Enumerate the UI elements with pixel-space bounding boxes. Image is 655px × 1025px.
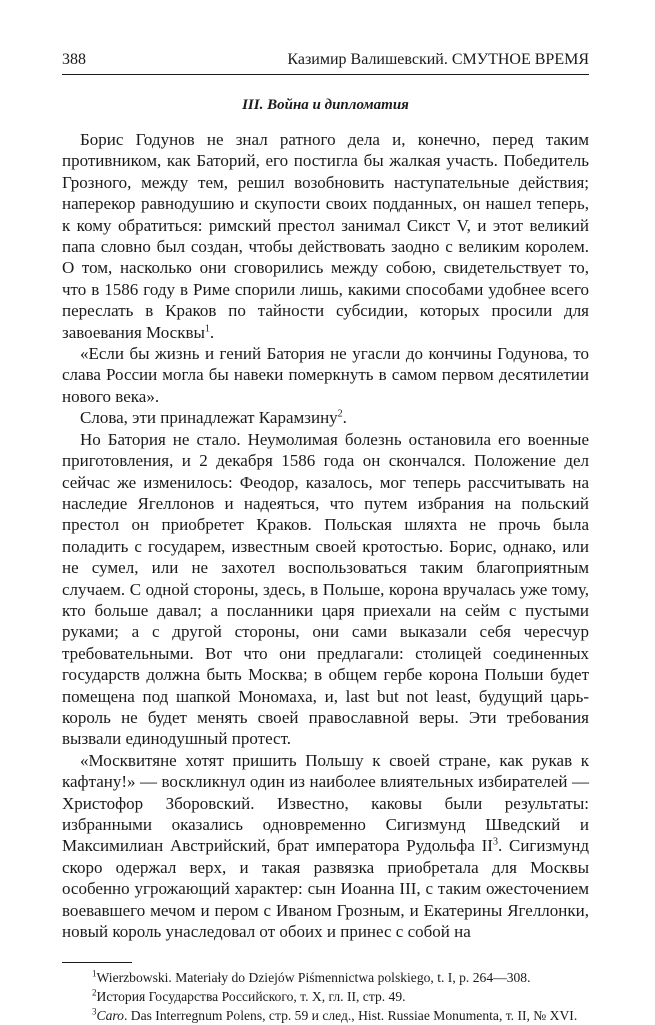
footnote-divider xyxy=(62,962,132,963)
paragraph-tail: . xyxy=(342,408,347,428)
running-head xyxy=(62,50,589,75)
paragraph xyxy=(62,750,589,943)
paragraph-text: «Если бы жизнь и гений Батория не угасли до кончины Годунова, то слава России могла бы навеки померкнуть в самом первом десятилетии нового века». xyxy=(62,344,589,406)
footnote-ref: 3 xyxy=(492,836,498,848)
book-page xyxy=(62,50,589,1025)
section-title: III. Война и дипломатия xyxy=(242,97,409,113)
paragraph xyxy=(62,129,589,343)
paragraph-text: Слова, эти принадлежат Карамзину xyxy=(80,408,338,428)
footnote-ref: 1 xyxy=(204,323,210,334)
running-title: Казимир Валишевский. СМУТНОЕ ВРЕМЯ xyxy=(287,51,589,68)
paragraph-tail: . xyxy=(209,322,215,342)
paragraph xyxy=(62,343,589,407)
footnote-mark: 2 xyxy=(92,987,97,998)
footnote xyxy=(62,1007,589,1025)
footnote-text: Wierzbowski. Materiały do Dziejów Piśmennictwa polskiego, t. I, p. 264—308. xyxy=(96,970,531,986)
footnote-ref: 2 xyxy=(337,408,343,420)
footnote-mark: 1 xyxy=(92,968,97,979)
paragraph xyxy=(62,429,589,750)
paragraph-text: «Москвитяне хотят пришить Польшу к своей стране, как рукав к кафтану!» — воскликнул один из наиболее влиятельных избирателей — Христофор Зборовский. Известно, каковы были результаты: избранными оказались одновременно Сигизмунд Шведский и Максимилиан Австрийский, брат императора Рудольфа II xyxy=(62,750,589,856)
body-text xyxy=(62,129,589,942)
footnote-text: . Das Interregnum Polens, стр. 59 и след., Hist. Russiae Monumenta, т. II, № XVI. xyxy=(123,1007,578,1023)
paragraph-text: Но Батория не стало. Неумолимая болезнь остановила его военные приготовления, и 2 декабря 1586 года он скончался. Положение дел сейчас же изменилось: Феодор, казалось, мог теперь рассчитывать на наследие Ягеллонов и надеяться, что путем избрания на польский престол он приобретет Краков. Польская шляхта не прочь была поладить с государем, известным своей кротостью. Борис, однако, или не сумел, или не захотел воспользоваться таким благоприятным случаем. С одной стороны, здесь, в Польше, корона вручалась уже тому, кто больше давал; а посланники царя приехали на сейм с пустыми руками; а с другой стороны, они сами выказали себя чересчур требовательными. Вот что они предлагали: столицей соединенных государств должна быть Москва; в общем гербе корона Польши будет помещена под шапкой Мономаха, и, last but not least, будущий царь-король не будет менять своей православной веры. Эти требования вызвали единодушный протест. xyxy=(62,429,589,749)
footnotes xyxy=(62,969,589,1025)
page-number: 388 xyxy=(62,51,86,68)
footnote xyxy=(62,969,589,988)
footnote-text: История Государства Российского, т. X, гл. II, стр. 49. xyxy=(96,989,406,1005)
footnote-mark: 3 xyxy=(92,1006,97,1017)
paragraph xyxy=(62,407,589,428)
footnote xyxy=(62,988,589,1007)
paragraph-tail: . Сигизмунд скоро одержал верх, и такая развязка приобретала для Москвы особенно угрожающий характер: сын Иоанна III, с таким ожесточением воевавшего мечом и пером с Иваном Грозным, и Екатерины Ягеллонки, новый король унаследовал от обоих и принес с собой на xyxy=(62,836,589,942)
paragraph-text: Борис Годунов не знал ратного дела и, конечно, перед таким противником, как Баторий, его постигла бы жалкая участь. Победитель Грозного, между тем, решил возобновить наступательные действия; наперекор равнодушию и скупости своих подданных, он нашел теперь, к кому обратиться: римский престол занимал Сикст V, и этот великий папа словно был создан, чтобы действовать заодно с великим королем. О том, насколько они сговорились между собою, свидетельствует то, что в 1586 году в Риме спорили лишь, какими способами удобнее всего переслать в Краков по тайности субсидии, которых просили для завоевания Москвы xyxy=(62,130,589,342)
footnote-author: Caro xyxy=(96,1007,124,1023)
